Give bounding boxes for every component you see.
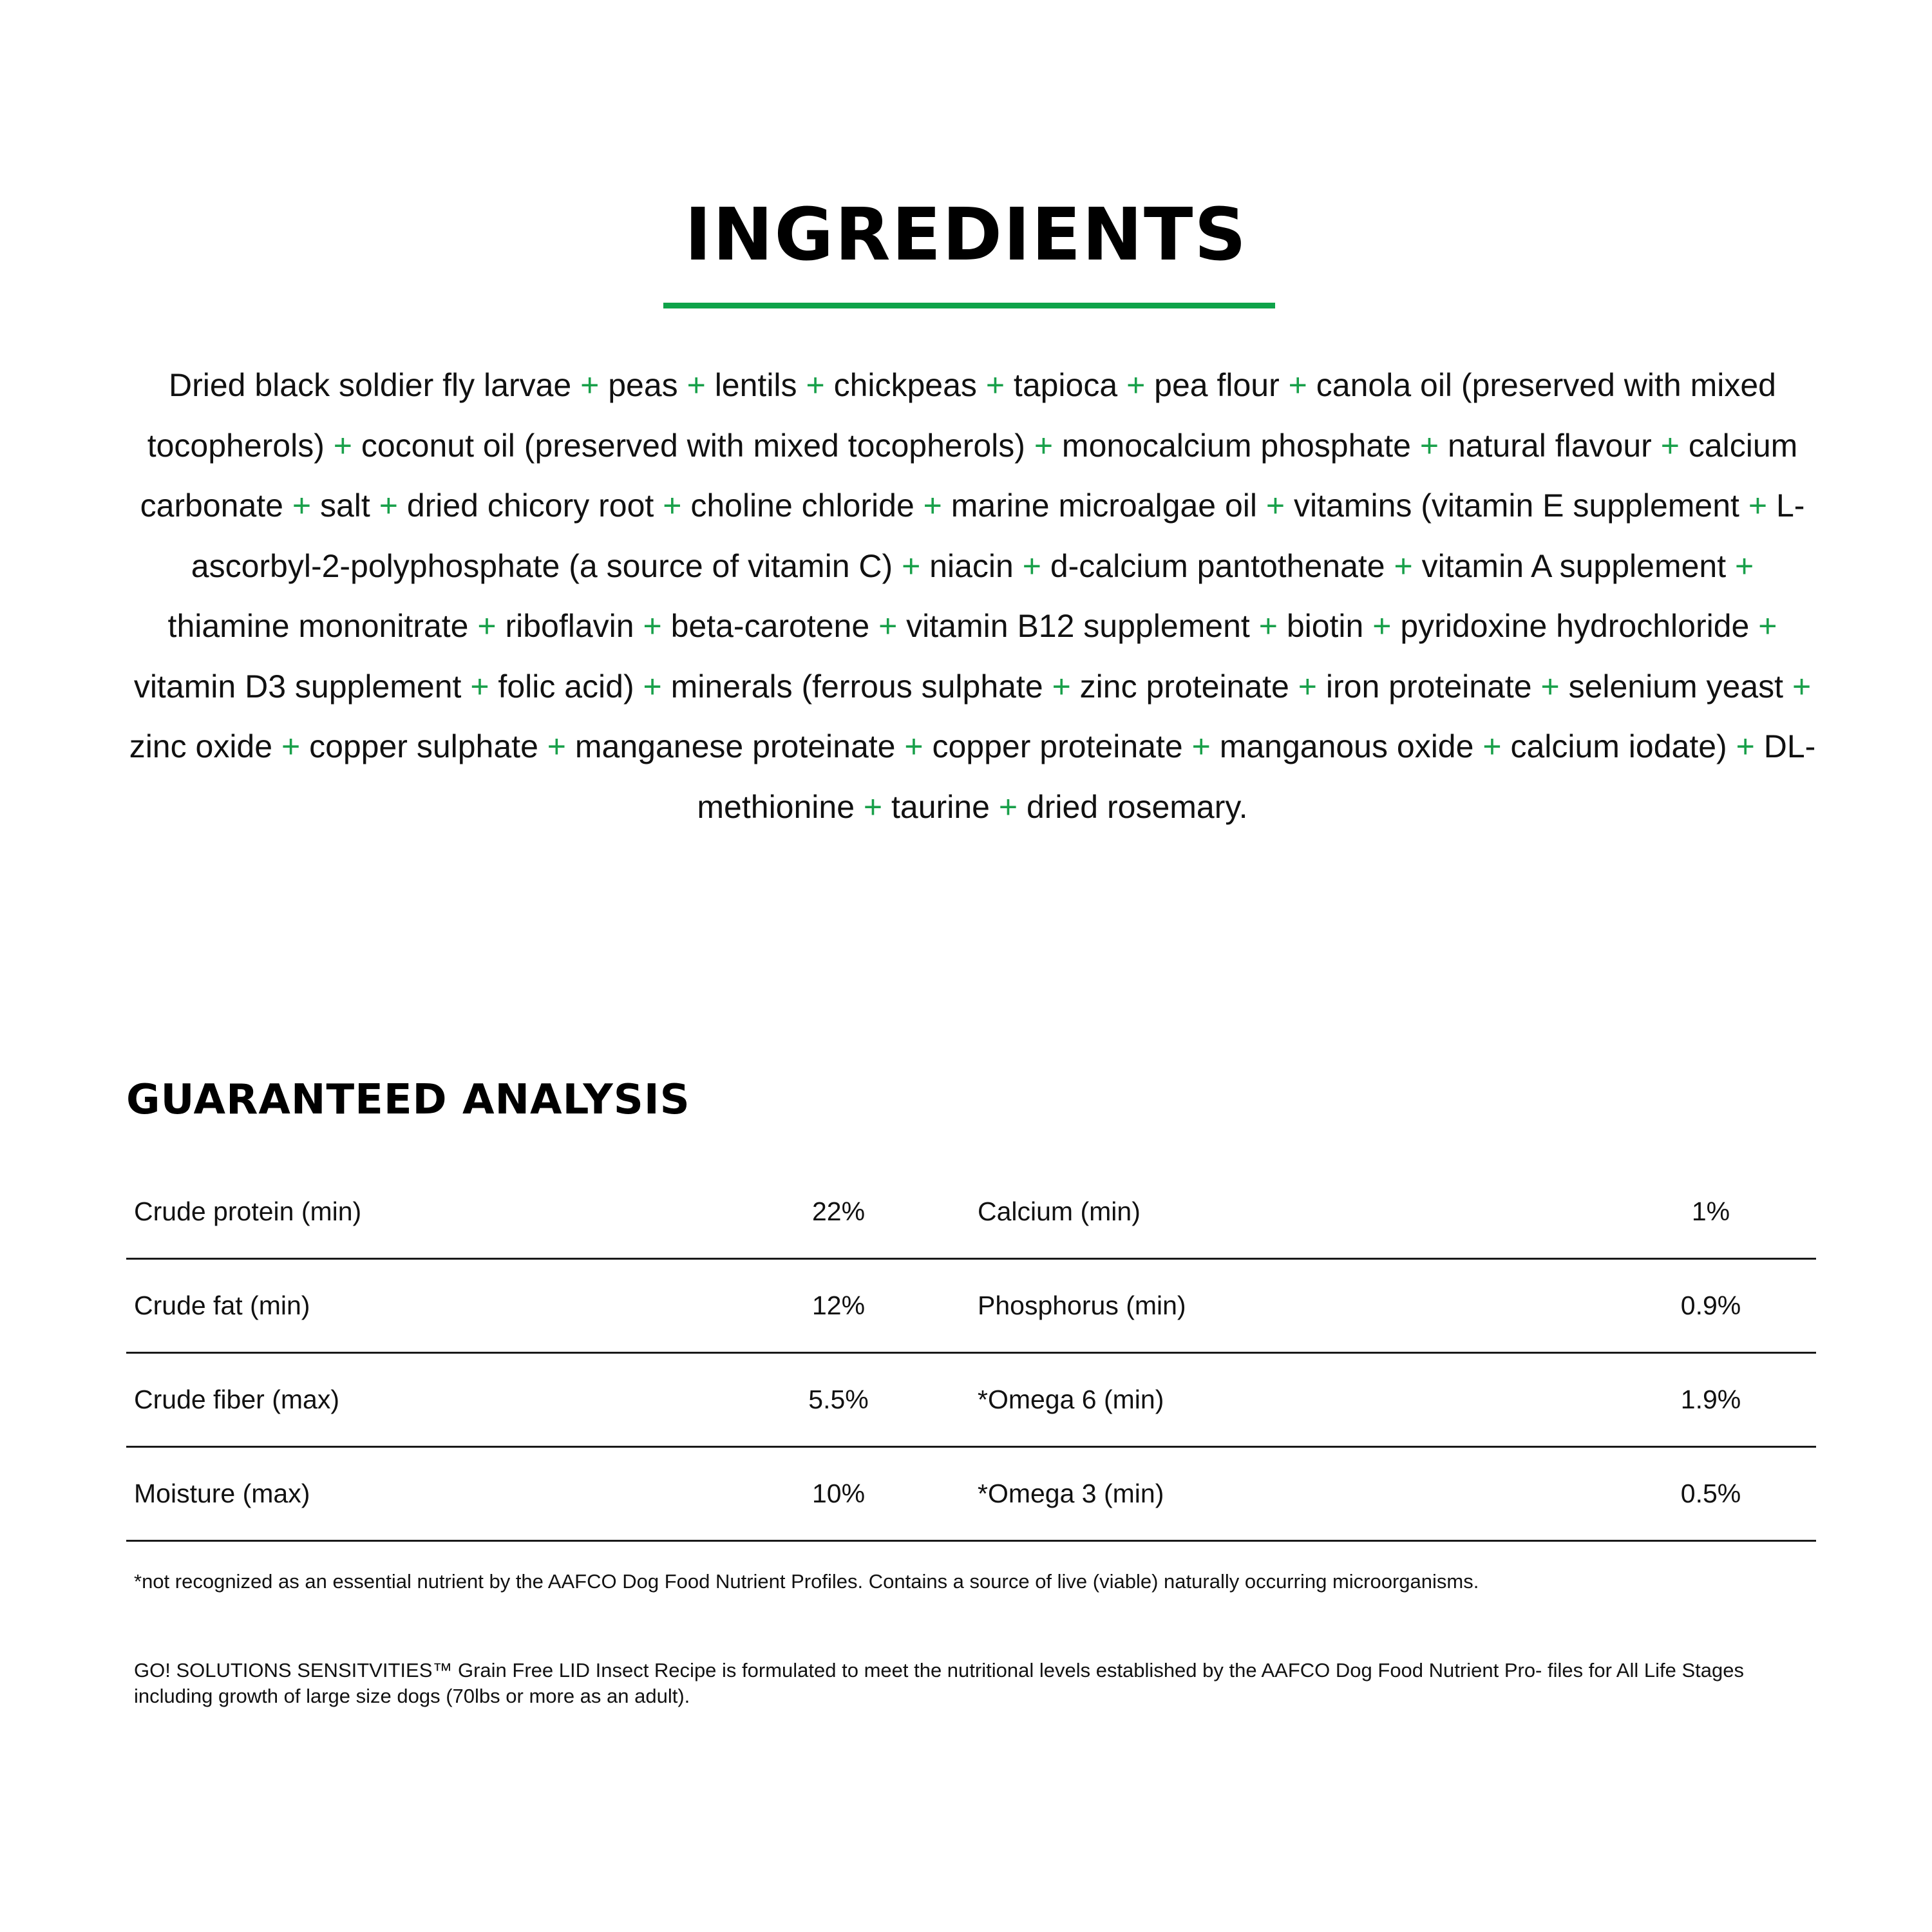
plus-separator-icon: + xyxy=(1419,427,1439,464)
ingredient-item: biotin xyxy=(1286,608,1364,644)
ingredients-heading: INGREDIENTS xyxy=(684,193,1248,277)
ingredient-item: iron proteinate xyxy=(1325,668,1532,705)
plus-separator-icon: + xyxy=(878,608,898,644)
plus-separator-icon: + xyxy=(643,668,662,705)
nutrient-value: 1.9% xyxy=(1605,1353,1816,1447)
plus-separator-icon: + xyxy=(863,788,883,825)
table-row xyxy=(126,1353,1816,1447)
plus-separator-icon: + xyxy=(379,488,398,524)
plus-separator-icon: + xyxy=(1372,608,1392,644)
ingredient-item: dried chicory root xyxy=(406,488,654,524)
ingredient-item: peas xyxy=(608,367,678,403)
not-essential-nutrient-footnote: *not recognized as an essential nutrient by the AAFCO Dog Food Nutrient Profiles. Contains a source of live (viable) naturally occurring microorganisms. xyxy=(134,1570,1479,1593)
ingredient-item: canola oil (preserved with mixed tocopherols) xyxy=(147,367,1776,464)
nutrient-label: Calcium (min) xyxy=(958,1166,1605,1259)
nutrient-value: 0.5% xyxy=(1605,1447,1816,1541)
nutrient-label: Crude protein (min) xyxy=(126,1166,719,1259)
plus-separator-icon: + xyxy=(292,488,312,524)
plus-separator-icon: + xyxy=(923,488,942,524)
ingredient-item: vitamin A supplement xyxy=(1421,547,1727,584)
plus-separator-icon: + xyxy=(985,367,1005,403)
plus-separator-icon: + xyxy=(1758,608,1777,644)
ingredient-item: marine microalgae oil xyxy=(951,488,1257,524)
ingredient-item: natural flavour xyxy=(1447,427,1652,464)
ingredient-item: manganese proteinate xyxy=(574,728,896,764)
ingredient-item: vitamin D3 supplement xyxy=(133,668,462,705)
plus-separator-icon: + xyxy=(687,367,706,403)
ingredient-item: pyridoxine hydrochloride xyxy=(1400,608,1750,644)
ingredient-item: calcium iodate) xyxy=(1510,728,1727,764)
plus-separator-icon: + xyxy=(1735,547,1754,584)
ingredient-item: folic acid) xyxy=(498,668,634,705)
nutrient-label: *Omega 3 (min) xyxy=(958,1447,1605,1541)
nutrient-label: Crude fiber (max) xyxy=(126,1353,719,1447)
plus-separator-icon: + xyxy=(1736,728,1755,764)
heading-accent-divider xyxy=(663,303,1275,308)
plus-separator-icon: + xyxy=(998,788,1018,825)
plus-separator-icon: + xyxy=(1394,547,1413,584)
ingredient-item: pea flour xyxy=(1154,367,1280,403)
ingredient-item: Dried black soldier fly larvae xyxy=(168,367,572,403)
plus-separator-icon: + xyxy=(1748,488,1768,524)
plus-separator-icon: + xyxy=(477,608,497,644)
plus-separator-icon: + xyxy=(1298,668,1317,705)
ingredient-item: selenium yeast xyxy=(1568,668,1784,705)
table-row xyxy=(126,1166,1816,1259)
plus-separator-icon: + xyxy=(1265,488,1285,524)
nutrient-value: 12% xyxy=(719,1259,958,1353)
plus-separator-icon: + xyxy=(1191,728,1211,764)
ingredient-item: lentils xyxy=(714,367,797,403)
nutrient-value: 5.5% xyxy=(719,1353,958,1447)
plus-separator-icon: + xyxy=(547,728,566,764)
ingredient-item: choline chloride xyxy=(690,488,914,524)
nutrient-value: 0.9% xyxy=(1605,1259,1816,1353)
ingredient-item: copper sulphate xyxy=(309,728,538,764)
nutrient-value: 22% xyxy=(719,1166,958,1259)
aafco-statement: GO! SOLUTIONS SENSITVITIES™ Grain Free LID Insect Recipe is formulated to meet the nutritional levels established by the AAFCO Dog Food Nutrient Pro- files for All Life Stages including growth of large size dogs (70lbs or more as an adult). xyxy=(134,1659,1744,1707)
ingredient-item: zinc oxide xyxy=(129,728,273,764)
plus-separator-icon: + xyxy=(1540,668,1560,705)
plus-separator-icon: + xyxy=(1288,367,1307,403)
plus-separator-icon: + xyxy=(1126,367,1146,403)
ingredients-list xyxy=(129,355,1816,837)
plus-separator-icon: + xyxy=(902,547,921,584)
nutrient-label: Phosphorus (min) xyxy=(958,1259,1605,1353)
plus-separator-icon: + xyxy=(663,488,682,524)
ingredient-item: niacin xyxy=(929,547,1014,584)
ingredient-item: taurine xyxy=(891,788,990,825)
ingredient-item: tapioca xyxy=(1013,367,1118,403)
plus-separator-icon: + xyxy=(1660,427,1680,464)
ingredient-item: monocalcium phosphate xyxy=(1061,427,1411,464)
ingredient-item: vitamin B12 supplement xyxy=(906,608,1250,644)
plus-separator-icon: + xyxy=(333,427,352,464)
plus-separator-icon: + xyxy=(806,367,825,403)
ingredient-item: calcium carbonate xyxy=(140,427,1798,524)
nutrient-label: *Omega 6 (min) xyxy=(958,1353,1605,1447)
ingredient-item: dried rosemary. xyxy=(1026,788,1248,825)
table-row xyxy=(126,1259,1816,1353)
plus-separator-icon: + xyxy=(470,668,489,705)
ingredient-item: thiamine mononitrate xyxy=(167,608,469,644)
ingredient-item: salt xyxy=(319,488,370,524)
ingredient-item: riboflavin xyxy=(505,608,634,644)
plus-separator-icon: + xyxy=(1052,668,1071,705)
ingredient-item: chickpeas xyxy=(833,367,977,403)
plus-separator-icon: + xyxy=(904,728,923,764)
ingredient-item: DL-methionine xyxy=(697,728,1816,825)
plus-separator-icon: + xyxy=(580,367,600,403)
table-row xyxy=(126,1447,1816,1541)
ingredient-item: minerals (ferrous sulphate xyxy=(670,668,1043,705)
guaranteed-analysis-heading: GUARANTEED ANALYSIS xyxy=(126,1076,690,1124)
ingredient-item: copper proteinate xyxy=(932,728,1183,764)
plus-separator-icon: + xyxy=(1792,668,1812,705)
ingredient-item: beta-carotene xyxy=(670,608,870,644)
nutrient-value: 1% xyxy=(1605,1166,1816,1259)
plus-separator-icon: + xyxy=(1022,547,1041,584)
ingredient-item: vitamins (vitamin E supplement xyxy=(1294,488,1739,524)
guaranteed-analysis-table xyxy=(126,1166,1816,1542)
nutrient-label: Crude fat (min) xyxy=(126,1259,719,1353)
plus-separator-icon: + xyxy=(1258,608,1278,644)
plus-separator-icon: + xyxy=(643,608,662,644)
ingredient-item: manganous oxide xyxy=(1219,728,1474,764)
nutrient-value: 10% xyxy=(719,1447,958,1541)
ingredient-item: d-calcium pantothenate xyxy=(1050,547,1385,584)
plus-separator-icon: + xyxy=(1034,427,1054,464)
ingredient-item: coconut oil (preserved with mixed tocopherols) xyxy=(361,427,1025,464)
plus-separator-icon: + xyxy=(1482,728,1502,764)
ingredient-item: zinc proteinate xyxy=(1079,668,1289,705)
nutrient-label: Moisture (max) xyxy=(126,1447,719,1541)
plus-separator-icon: + xyxy=(281,728,301,764)
ingredient-item: L-ascorbyl-2-polyphosphate (a source of vitamin C) xyxy=(191,488,1805,584)
